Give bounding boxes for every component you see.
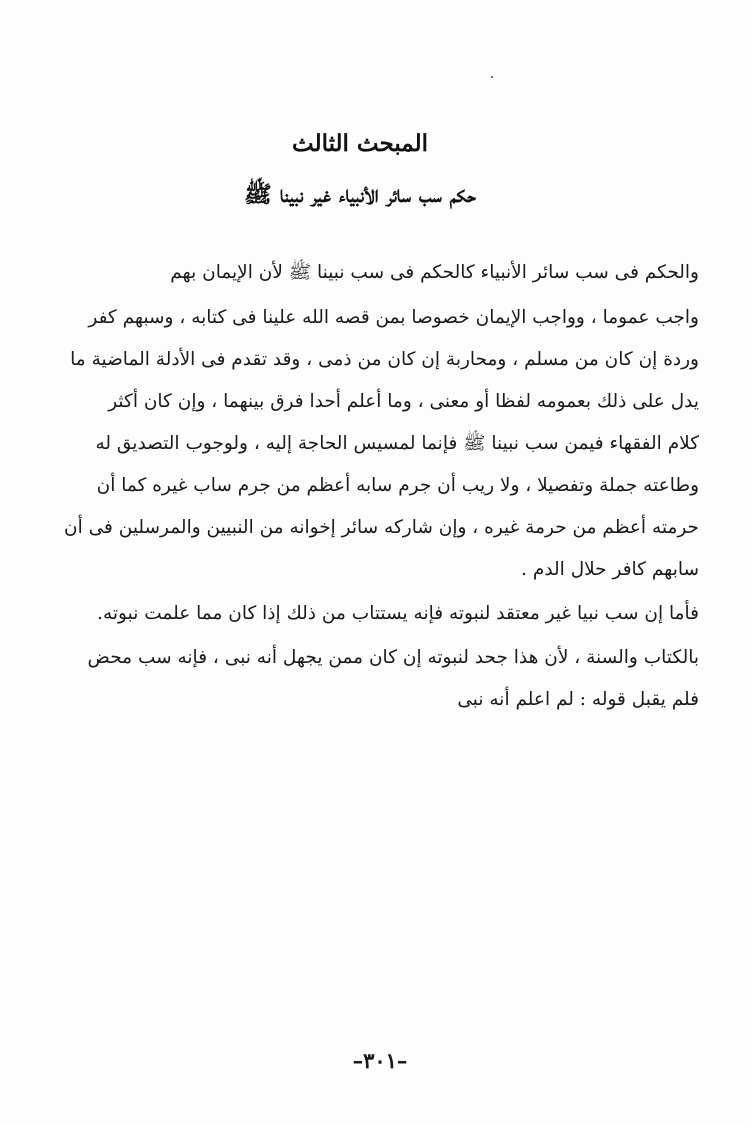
paragraph-line: وردة إن كان من مسلم ، ومحاربة إن كان من ذمى ، وقد تقدم فى الأدلة الماضية ما bbox=[70, 349, 699, 370]
paragraph-line: حرمته أعظم من حرمة غيره ، وإن شاركه سائر إخوانه من النبيين والمرسلين فى أن bbox=[63, 517, 699, 538]
paragraph-line: سابهم كافر حلال الدم . bbox=[521, 559, 699, 580]
paragraph-line: وطاعته جملة وتفصيلا ، ولا ريب أن جرم سابه أعظم من جرم ساب غيره كما أن bbox=[96, 475, 699, 496]
paragraph-line: فأما إن سب نبيا غير معتقد لنبوته فإنه يستتاب من ذلك إذا كان مما علمت نبوته. bbox=[97, 603, 699, 624]
paragraph-line: يدل على ذلك بعمومه لفظا أو معنى ، وما أعلم أحدا فرق بينهما ، وإن كان أكثر bbox=[108, 391, 699, 412]
section-subtitle: حكم سب سائر الأنبياء غير نبينا ﷺ bbox=[243, 181, 477, 208]
paragraph-line: كلام الفقهاء فيمن سب نبينا ﷺ فإنما لمسيس الحاجة إليه ، ولوجوب التصديق له bbox=[95, 433, 699, 454]
page-number: –٣٠١– bbox=[352, 1048, 408, 1073]
paragraph-line: واجب عموما ، وواجب الإيمان خصوصا بمن قصه الله علينا فى كتابه ، وسبهم كفر bbox=[88, 307, 699, 328]
paragraph-line: فلم يقبل قوله : لم اعلم أنه نبى bbox=[457, 689, 699, 710]
paragraph-line: بالكتاب والسنة ، لأن هذا جحد لنبوته إن كان ممن يجهل أنه نبى ، فإنه سب محض bbox=[87, 647, 699, 668]
paragraph-line: والحكم فى سب سائر الأنبياء كالحكم فى سب نبينا ﷺ لأن الإيمان بهم bbox=[170, 262, 699, 283]
section-title: المبحث الثالث bbox=[291, 130, 428, 157]
stray-dot-mark bbox=[491, 76, 493, 78]
